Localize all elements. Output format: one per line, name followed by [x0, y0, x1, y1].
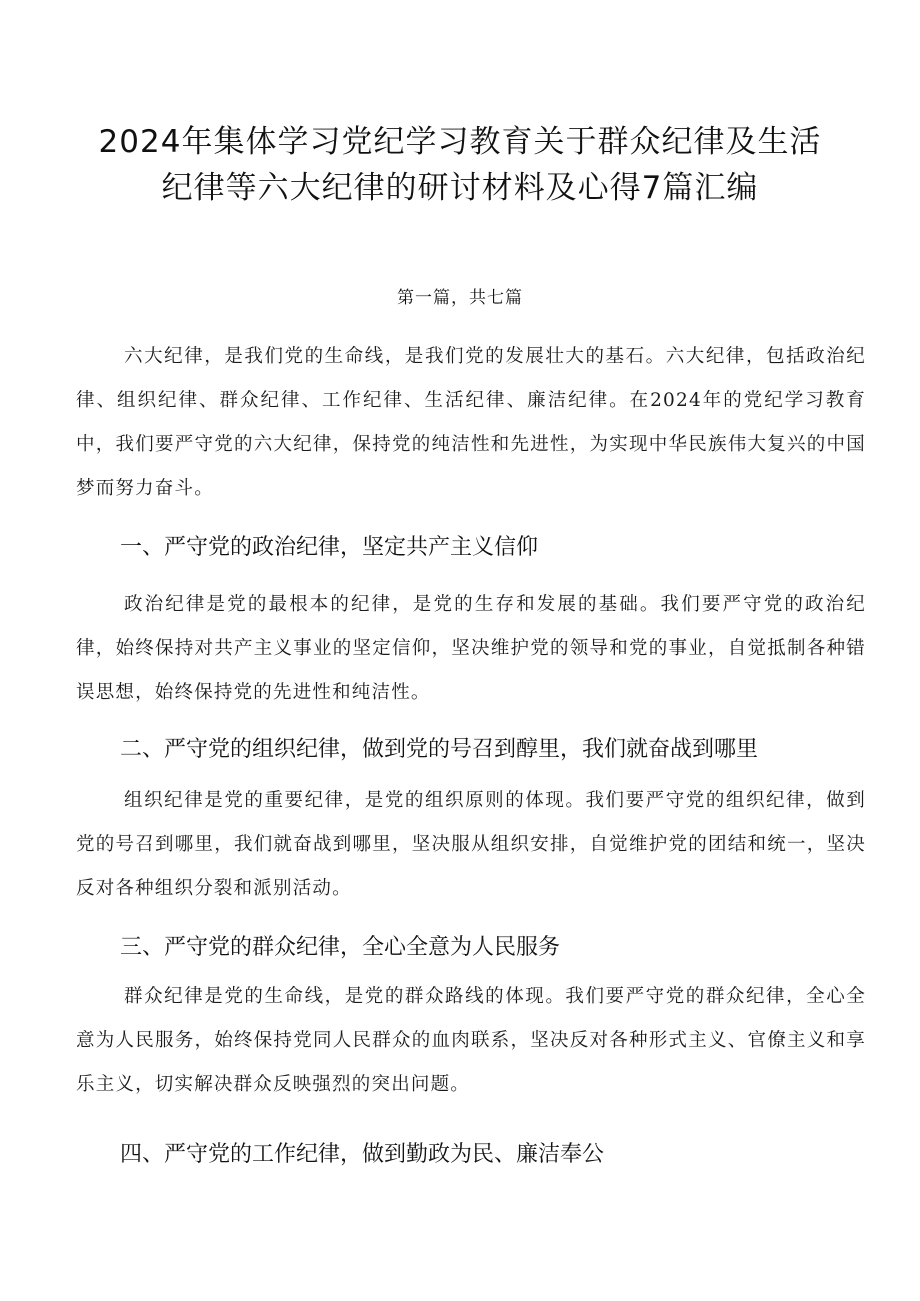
document-title-line-2: 纪律等六大纪律的研讨材料及心得7篇汇编 [161, 170, 759, 206]
section-body-organization: 组织纪律是党的重要纪律，是党的组织原则的体现。我们要严守党的组织纪律，做到党的号召到哪里，我们就奋战到哪里，坚决服从组织安排，自觉维护党的团结和统一，坚决反对各种组织分裂和派别活动。 [76, 790, 866, 899]
section-body-political: 政治纪律是党的最根本的纪律，是党的生存和发展的基础。我们要严守党的政治纪律，始终保持对共产主义事业的坚定信仰，坚决维护党的领导和党的事业，自觉抵制各种错误思想，始终保持党的先进性和纯洁性。 [76, 594, 866, 703]
document-title-line-1: 2024年集体学习党纪学习教育关于群众纪律及生活 [98, 124, 822, 160]
section-heading-organization: 二、严守党的组织纪律，做到党的号召到醇里，我们就奋战到哪里 [120, 737, 759, 762]
intro-paragraph: 六大纪律，是我们党的生命线，是我们党的发展壮大的基石。六大纪律，包括政治纪律、组织纪律、群众纪律、工作纪律、生活纪律、廉洁纪律。在2024年的党纪学习教育中，我们要严守党的六大纪律，保持党的纯洁性和先进性，为实现中华民族伟大复兴的中国梦而努力奋斗。 [76, 346, 866, 499]
section-body-masses: 群众纪律是党的生命线，是党的群众路线的体现。我们要严守党的群众纪律，全心全意为人民服务，始终保持党同人民群众的血肉联系，坚决反对各种形式主义、官僚主义和享乐主义，切实解决群众反映强烈的突出问题。 [76, 986, 866, 1095]
section-heading-masses: 三、严守党的群众纪律，全心全意为人民服务 [120, 935, 561, 960]
part-indicator: 第一篇，共七篇 [397, 288, 523, 308]
section-heading-political: 一、严守党的政治纪律，坚定共产主义信仰 [120, 535, 539, 560]
section-heading-work: 四、严守党的工作纪律，做到勤政为民、廉洁奉公 [120, 1142, 605, 1167]
